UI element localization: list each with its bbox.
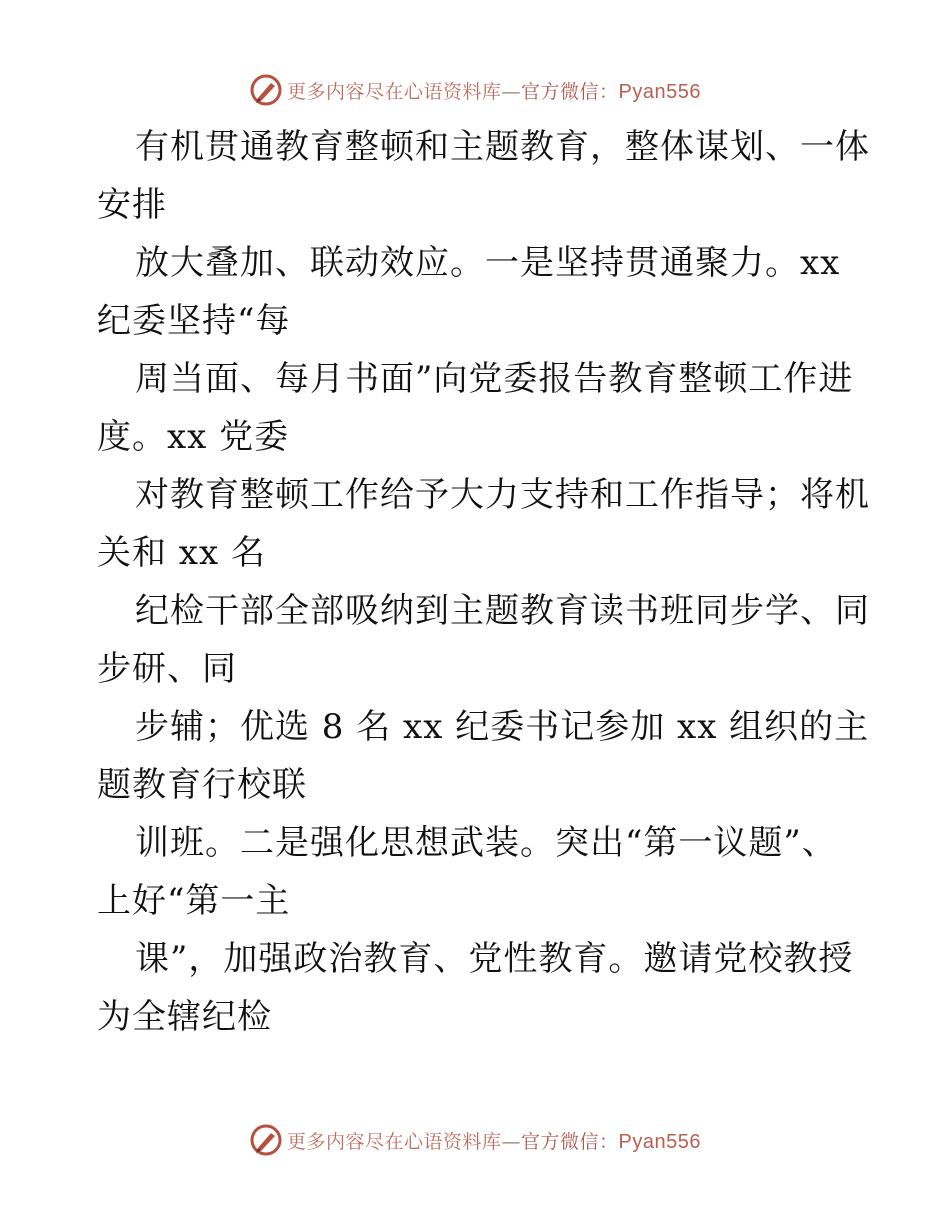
body-line: 有机贯通教育整顿和主题教育，整体谋划、一体	[135, 127, 870, 167]
body-line: 关和 xx 名	[97, 533, 266, 573]
pen-circle-logo-icon	[249, 1123, 283, 1157]
body-line: 放大叠加、联动效应。一是坚持贯通聚力。xx	[135, 243, 841, 283]
banner-brand: 更多内容尽在心语资料库	[287, 80, 502, 103]
body-line: 纪委坚持“每	[97, 301, 291, 341]
footer-banner	[0, 1120, 950, 1160]
body-line: 训班。二是强化思想武装。突出“第一议题”、	[135, 823, 837, 863]
banner-wechat-label: 官方微信：	[521, 80, 619, 103]
banner-wechat-label: 官方微信：	[521, 1130, 619, 1153]
body-line: 题教育行校联	[97, 765, 307, 805]
header-banner	[0, 70, 950, 110]
banner-separator: —	[501, 1130, 522, 1153]
banner-account: Pyan556	[618, 80, 701, 103]
banner-account: Pyan556	[618, 1130, 701, 1153]
banner-brand: 更多内容尽在心语资料库	[287, 1130, 502, 1153]
body-line: 对教育整顿工作给予大力支持和工作指导；将机	[135, 475, 870, 515]
body-line: 安排	[97, 185, 167, 225]
body-line: 步辅；优选 8 名 xx 纪委书记参加 xx 组织的主	[135, 707, 870, 747]
body-line: 纪检干部全部吸纳到主题教育读书班同步学、同	[135, 591, 870, 631]
pen-circle-logo-icon	[249, 73, 283, 107]
banner-separator: —	[501, 80, 522, 103]
body-line: 上好“第一主	[97, 881, 291, 921]
body-line: 度。xx 党委	[97, 417, 290, 457]
banner-text	[287, 77, 701, 104]
body-line: 步研、同	[97, 649, 237, 689]
body-line: 为全辖纪检	[97, 997, 272, 1037]
body-line: 周当面、每月书面”向党委报告教育整顿工作进	[135, 359, 854, 399]
banner-text	[287, 1127, 701, 1154]
body-line: 课”，加强政治教育、党性教育。邀请党校教授	[135, 939, 854, 979]
